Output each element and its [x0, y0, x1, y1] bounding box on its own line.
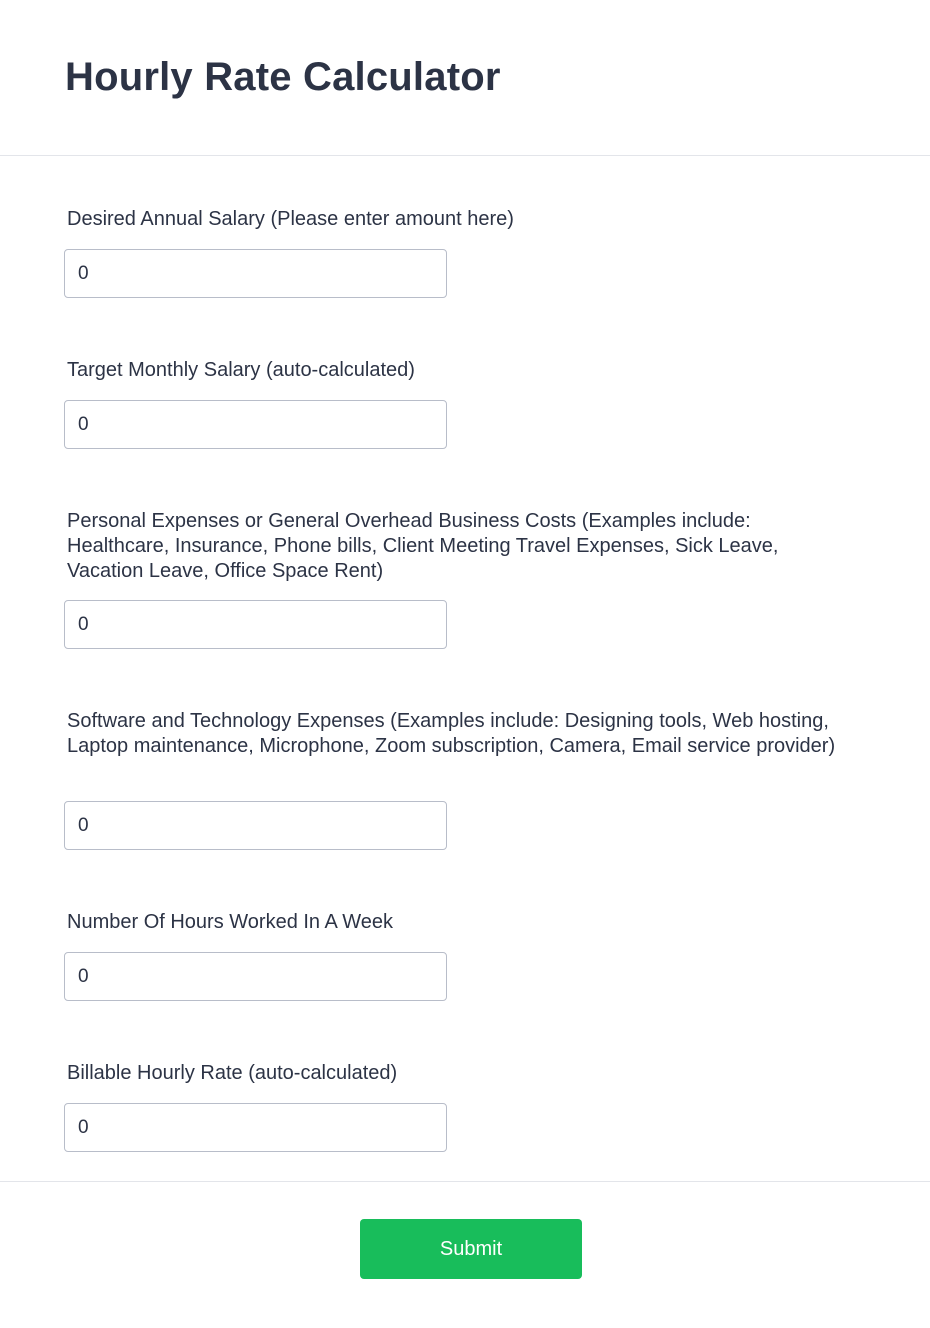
billable-hourly-rate-label: Billable Hourly Rate (auto-calculated)	[67, 1062, 398, 1084]
personal-expenses-field	[67, 509, 847, 584]
desired-annual-salary-field	[67, 207, 847, 232]
footer-divider	[0, 1181, 930, 1182]
page-title: Hourly Rate Calculator	[65, 55, 501, 99]
billable-hourly-rate-input[interactable]	[64, 1103, 447, 1152]
hours-per-week-label: Number Of Hours Worked In A Week	[67, 911, 394, 933]
desired-annual-salary-label: Desired Annual Salary (Please enter amount here)	[67, 208, 514, 230]
form-header	[0, 0, 930, 156]
personal-expenses-input[interactable]	[64, 600, 447, 649]
software-expenses-input[interactable]	[64, 801, 447, 850]
desired-annual-salary-input[interactable]	[64, 249, 447, 298]
target-monthly-salary-input[interactable]	[64, 400, 447, 449]
hours-per-week-input[interactable]	[64, 952, 447, 1001]
personal-expenses-label: Personal Expenses or General Overhead Business Costs (Examples include: Healthcare, Insurance, Phone bills, Client Meeting Travel Expenses, Sick Leave, Vacation Leave, Office Space Rent)	[67, 510, 779, 582]
software-expenses-label: Software and Technology Expenses (Examples include: Designing tools, Web hosting, Laptop maintenance, Microphone, Zoom subscription, Camera, Email service provider)	[67, 710, 836, 757]
target-monthly-salary-label: Target Monthly Salary (auto-calculated)	[67, 359, 415, 381]
billable-hourly-rate-field	[67, 1061, 847, 1086]
target-monthly-salary-field	[67, 358, 847, 383]
submit-button[interactable]: Submit	[360, 1219, 582, 1279]
software-expenses-field	[67, 709, 847, 759]
hours-per-week-field	[67, 910, 847, 935]
